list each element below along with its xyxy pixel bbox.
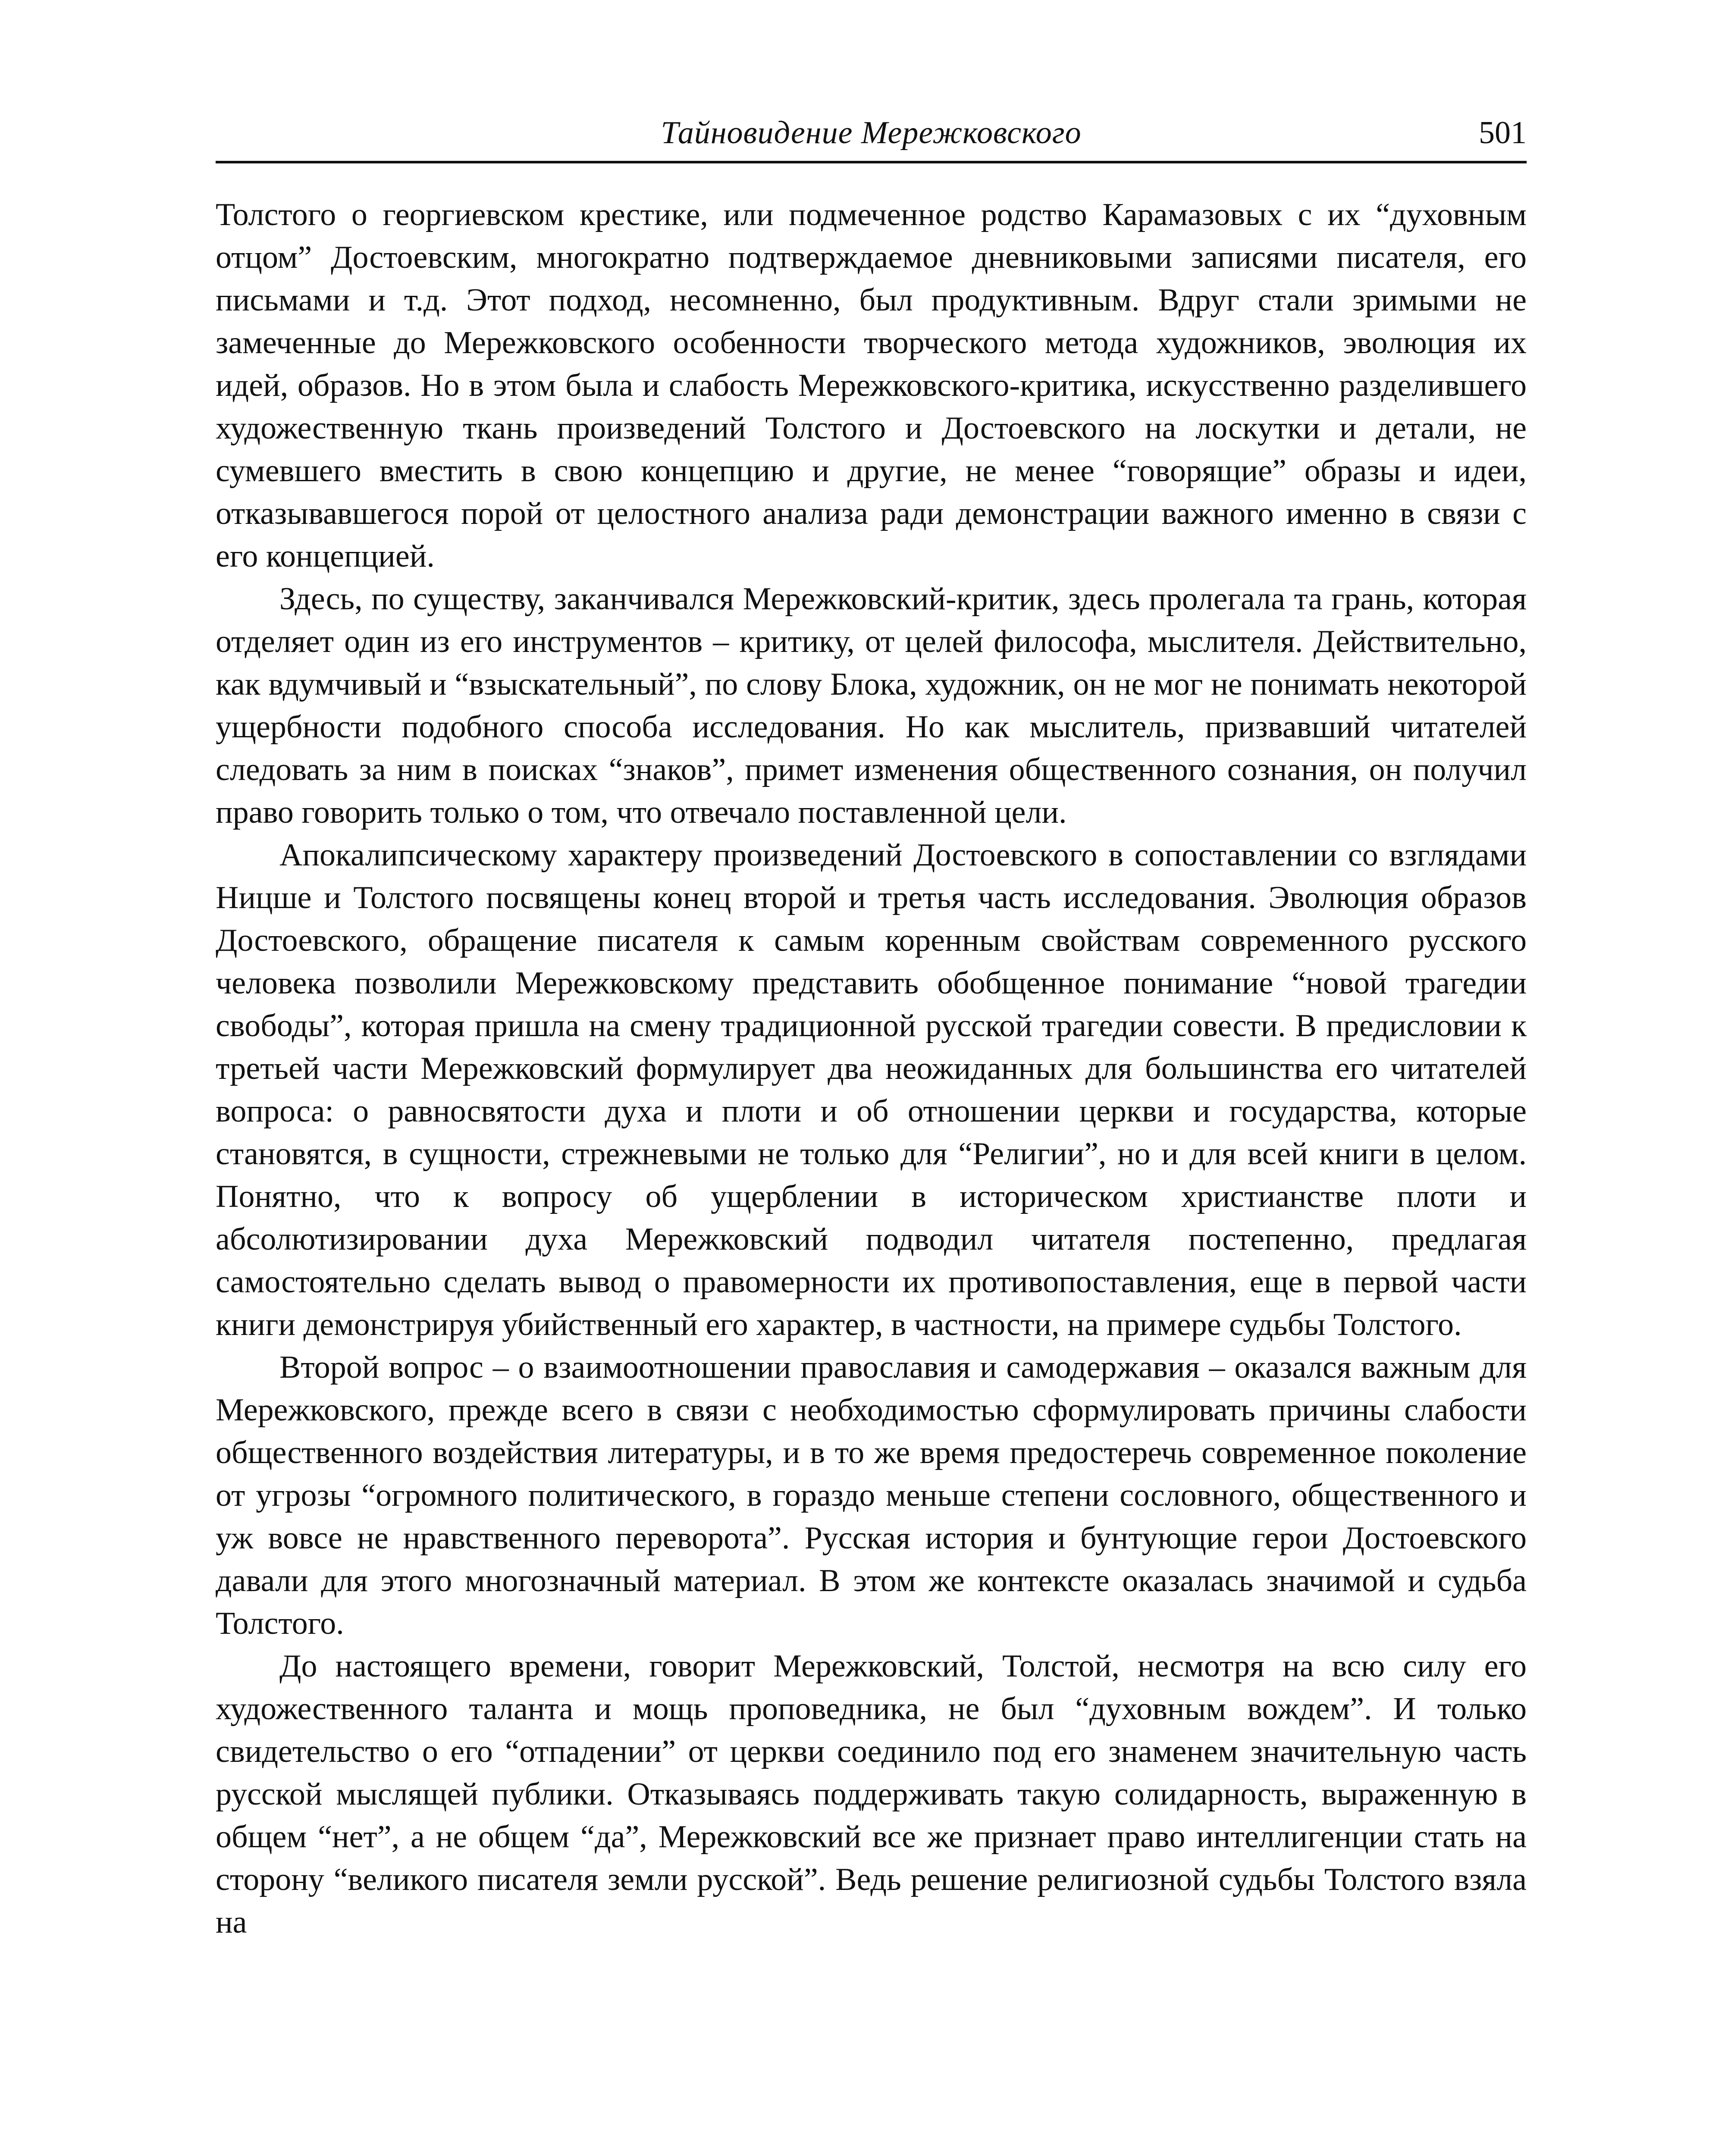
paragraph: Здесь, по существу, заканчивался Мережковский-критик, здесь пролегала та грань, которая отделяет один из его инструментов – критику, от целей философа, мыслителя. Действительно, как вдумчивый и “взыскательный”, по слову Блока, художник, он не мог не понимать некоторой ущербности подобного способа исследования. Но как мыслитель, призвавший читателей следовать за ним в поисках “знаков”, примет изменения общественного сознания, он получил право говорить только о том, что отвечало поставленной цели. [216, 581, 1527, 830]
paragraph: Апокалипсическому характеру произведений Достоевского в сопоставлении со взглядами Ницше и Толстого посвящены конец второй и третья часть исследования. Эволюция образов Достоевского, обращение писателя к самым коренным свойствам современного русского человека позволили Мережковскому представить обобщенное понимание “новой трагедии свободы”, которая пришла на смену традиционной русской трагедии совести. В предисловии к третьей части Мережковский формулирует два неожиданных для большинства его читателей вопроса: о равносвятости духа и плоти и об отношении церкви и государства, которые становятся, в сущности, стрежневыми не только для “Религии”, но и для всей книги в целом. Понятно, что к вопросу об ущерблении в историческом христианстве плоти и абсолютизировании духа Мережковский подводил читателя постепенно, предлагая самостоятельно сделать вывод о правомерности их противопоставления, еще в первой части книги демонстрируя убийственный его характер, в частности, на примере судьбы Толстого. [216, 837, 1527, 1342]
body-text [216, 194, 1527, 1944]
paragraph: До настоящего времени, говорит Мережковский, Толстой, несмотря на всю силу его художественного таланта и мощь проповедника, не был “духовным вождем”. И только свидетельство о его “отпадении” от церкви соединило под его знаменем значительную часть русской мыслящей публики. Отказываясь поддерживать такую солидарность, выраженную в общем “нет”, а не общем “да”, Мережковский все же признает право интеллигенции стать на сторону “великого писателя земли русской”. Ведь решение религиозной судьбы Толстого взяла на [216, 1648, 1527, 1940]
paragraph-continued: Толстого о георгиевском крестике, или подмеченное родство Карамазовых с их “духовным отцом” Достоевским, многократно подтверждаемое дневниковыми записями писателя, его письмами и т.д. Этот подход, несомненно, был продуктивным. Вдруг стали зримыми не замеченные до Мережковского особенности творческого метода художников, эволюция их идей, образов. Но в этом была и слабость Мережковского-критика, искусственно разделившего художественную ткань произведений Толстого и Достоевского на лоскутки и детали, не сумевшего вместить в свою концепцию и другие, не менее “говорящие” образы и идеи, отказывавшегося порой от целостного анализа ради демонстрации важного именно в связи с его концепцией. [216, 197, 1527, 574]
running-title: Тайновидение Мережковского [661, 115, 1082, 150]
book-page [216, 110, 1527, 1944]
paragraph: Второй вопрос – о взаимоотношении православия и самодержавия – оказался важным для Мережковского, прежде всего в связи с необходимостью сформулировать причины слабости общественного воздействия литературы, и в то же время предостеречь современное поколение от угрозы “огромного политического, в гораздо меньше степени сословного, общественного и уж вовсе не нравственного переворота”. Русская история и бунтующие герои Достоевского давали для этого многозначный материал. В этом же контексте оказалась значимой и судьба Толстого. [216, 1350, 1527, 1641]
page-number: 501 [1479, 115, 1527, 150]
running-header [216, 110, 1527, 163]
